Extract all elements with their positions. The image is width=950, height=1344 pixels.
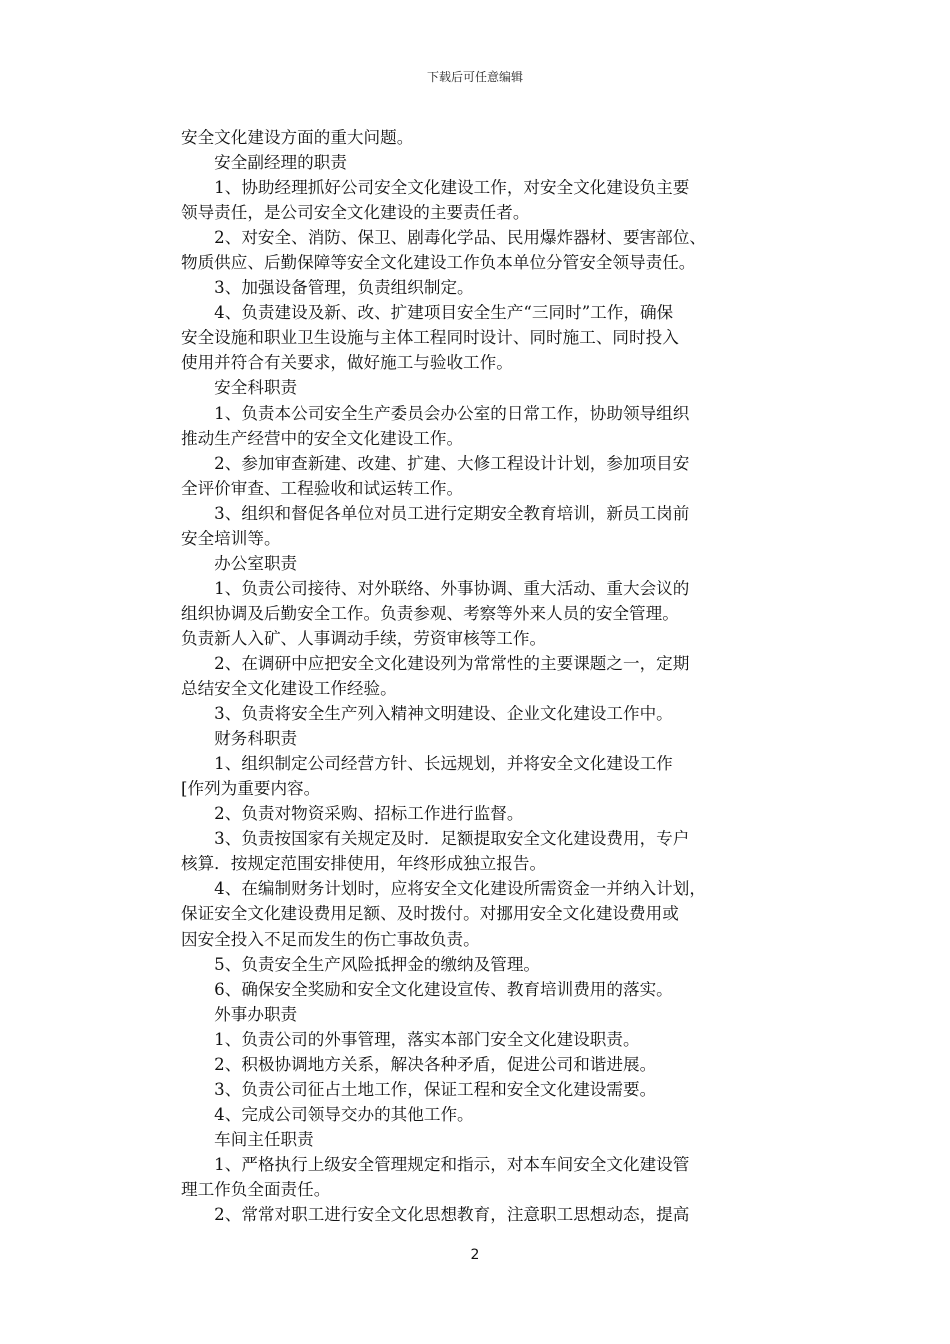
page-number: 2 xyxy=(470,1247,480,1263)
text-line: 1、负责本公司安全生产委员会办公室的日常工作，协助领导组织 xyxy=(181,403,690,423)
text-line: 保证安全文化建设费用足额、及时拨付。对挪用安全文化建设费用或 xyxy=(181,904,679,924)
text-line: 财务科职责 xyxy=(181,729,298,749)
text-line: 安全副经理的职责 xyxy=(181,153,347,173)
text-line: 3、负责按国家有关规定及时．足额提取安全文化建设费用，专户 xyxy=(181,829,690,849)
text-line: 核算．按规定范围安排使用，年终形成独立报告。 xyxy=(181,854,547,874)
text-line: 2、参加审查新建、改建、扩建、大修工程设计计划，参加项目安 xyxy=(181,453,690,473)
text-line: 安全设施和职业卫生设施与主体工程同时设计、同时施工、同时投入 xyxy=(181,328,679,348)
text-line: 使用并符合有关要求，做好施工与验收工作。 xyxy=(181,353,513,373)
document-body xyxy=(181,125,781,1227)
text-line: 1、负责公司的外事管理，落实本部门安全文化建设职责。 xyxy=(181,1029,640,1049)
text-line: 组织协调及后勤安全工作。负责参观、考察等外来人员的安全管理。 xyxy=(181,603,679,623)
text-line: 负责新人入矿、人事调动手续，劳资审核等工作。 xyxy=(181,628,547,648)
text-line: 3、负责公司征占土地工作，保证工程和安全文化建设需要。 xyxy=(181,1079,657,1099)
text-line: 办公室职责 xyxy=(181,553,298,573)
text-line: 1、组织制定公司经营方针、长远规划，并将安全文化建设工作 xyxy=(181,754,673,774)
text-line: 4、负责建设及新、改、扩建项目安全生产“三同时”工作，确保 xyxy=(181,303,674,323)
text-line: 领导责任，是公司安全文化建设的主要责任者。 xyxy=(181,203,530,223)
text-line: 因安全投入不足而发生的伤亡事故负责。 xyxy=(181,929,480,949)
text-line: 外事办职责 xyxy=(181,1004,298,1024)
text-line: 1、严格执行上级安全管理规定和指示，对本车间安全文化建设管 xyxy=(181,1154,690,1174)
text-line: 2、常常对职工进行安全文化思想教育，注意职工思想动态，提高 xyxy=(181,1205,690,1225)
text-line: 3、加强设备管理，负责组织制定。 xyxy=(181,278,474,298)
text-line: 4、完成公司领导交办的其他工作。 xyxy=(181,1104,474,1124)
text-line: 推动生产经营中的安全文化建设工作。 xyxy=(181,428,464,448)
text-line: 安全文化建设方面的重大问题。 xyxy=(181,128,414,147)
text-line: 全评价审查、工程验收和试运转工作。 xyxy=(181,478,464,498)
text-line: 2、在调研中应把安全文化建设列为常常性的主要课题之一，定期 xyxy=(181,653,690,673)
text-line: 2、积极协调地方关系，解决各种矛盾，促进公司和谐进展。 xyxy=(181,1054,657,1074)
page-header: 下载后可任意编辑 xyxy=(426,70,523,84)
text-line: 2、负责对物资采购、招标工作进行监督。 xyxy=(181,804,524,824)
text-line: 5、负责安全生产风险抵押金的缴纳及管理。 xyxy=(181,954,541,974)
text-line: 1、负责公司接待、对外联络、外事协调、重大活动、重大会议的 xyxy=(181,578,690,598)
text-line: 3、负责将安全生产列入精神文明建设、企业文化建设工作中。 xyxy=(181,704,673,724)
text-line: 理工作负全面责任。 xyxy=(181,1179,331,1199)
text-line: 车间主任职责 xyxy=(181,1129,314,1149)
text-line: 2、对安全、消防、保卫、剧毒化学品、民用爆炸器材、要害部位、 xyxy=(181,228,706,248)
text-line: 6、确保安全奖励和安全文化建设宣传、教育培训费用的落实。 xyxy=(181,979,673,999)
text-line: 总结安全文化建设工作经验。 xyxy=(181,679,397,699)
text-line: 物质供应、后勤保障等安全文化建设工作负本单位分管安全领导责任。 xyxy=(181,253,696,273)
text-line: 4、在编制财务计划时，应将安全文化建设所需资金一并纳入计划， xyxy=(181,879,706,899)
text-line: 1、协助经理抓好公司安全文化建设工作，对安全文化建设负主要 xyxy=(181,178,690,198)
text-line: 安全科职责 xyxy=(181,378,298,398)
text-line: 3、组织和督促各单位对员工进行定期安全教育培训，新员工岗前 xyxy=(181,503,690,523)
text-line: [作列为重要内容。 xyxy=(181,779,321,799)
text-line: 安全培训等。 xyxy=(181,528,281,548)
